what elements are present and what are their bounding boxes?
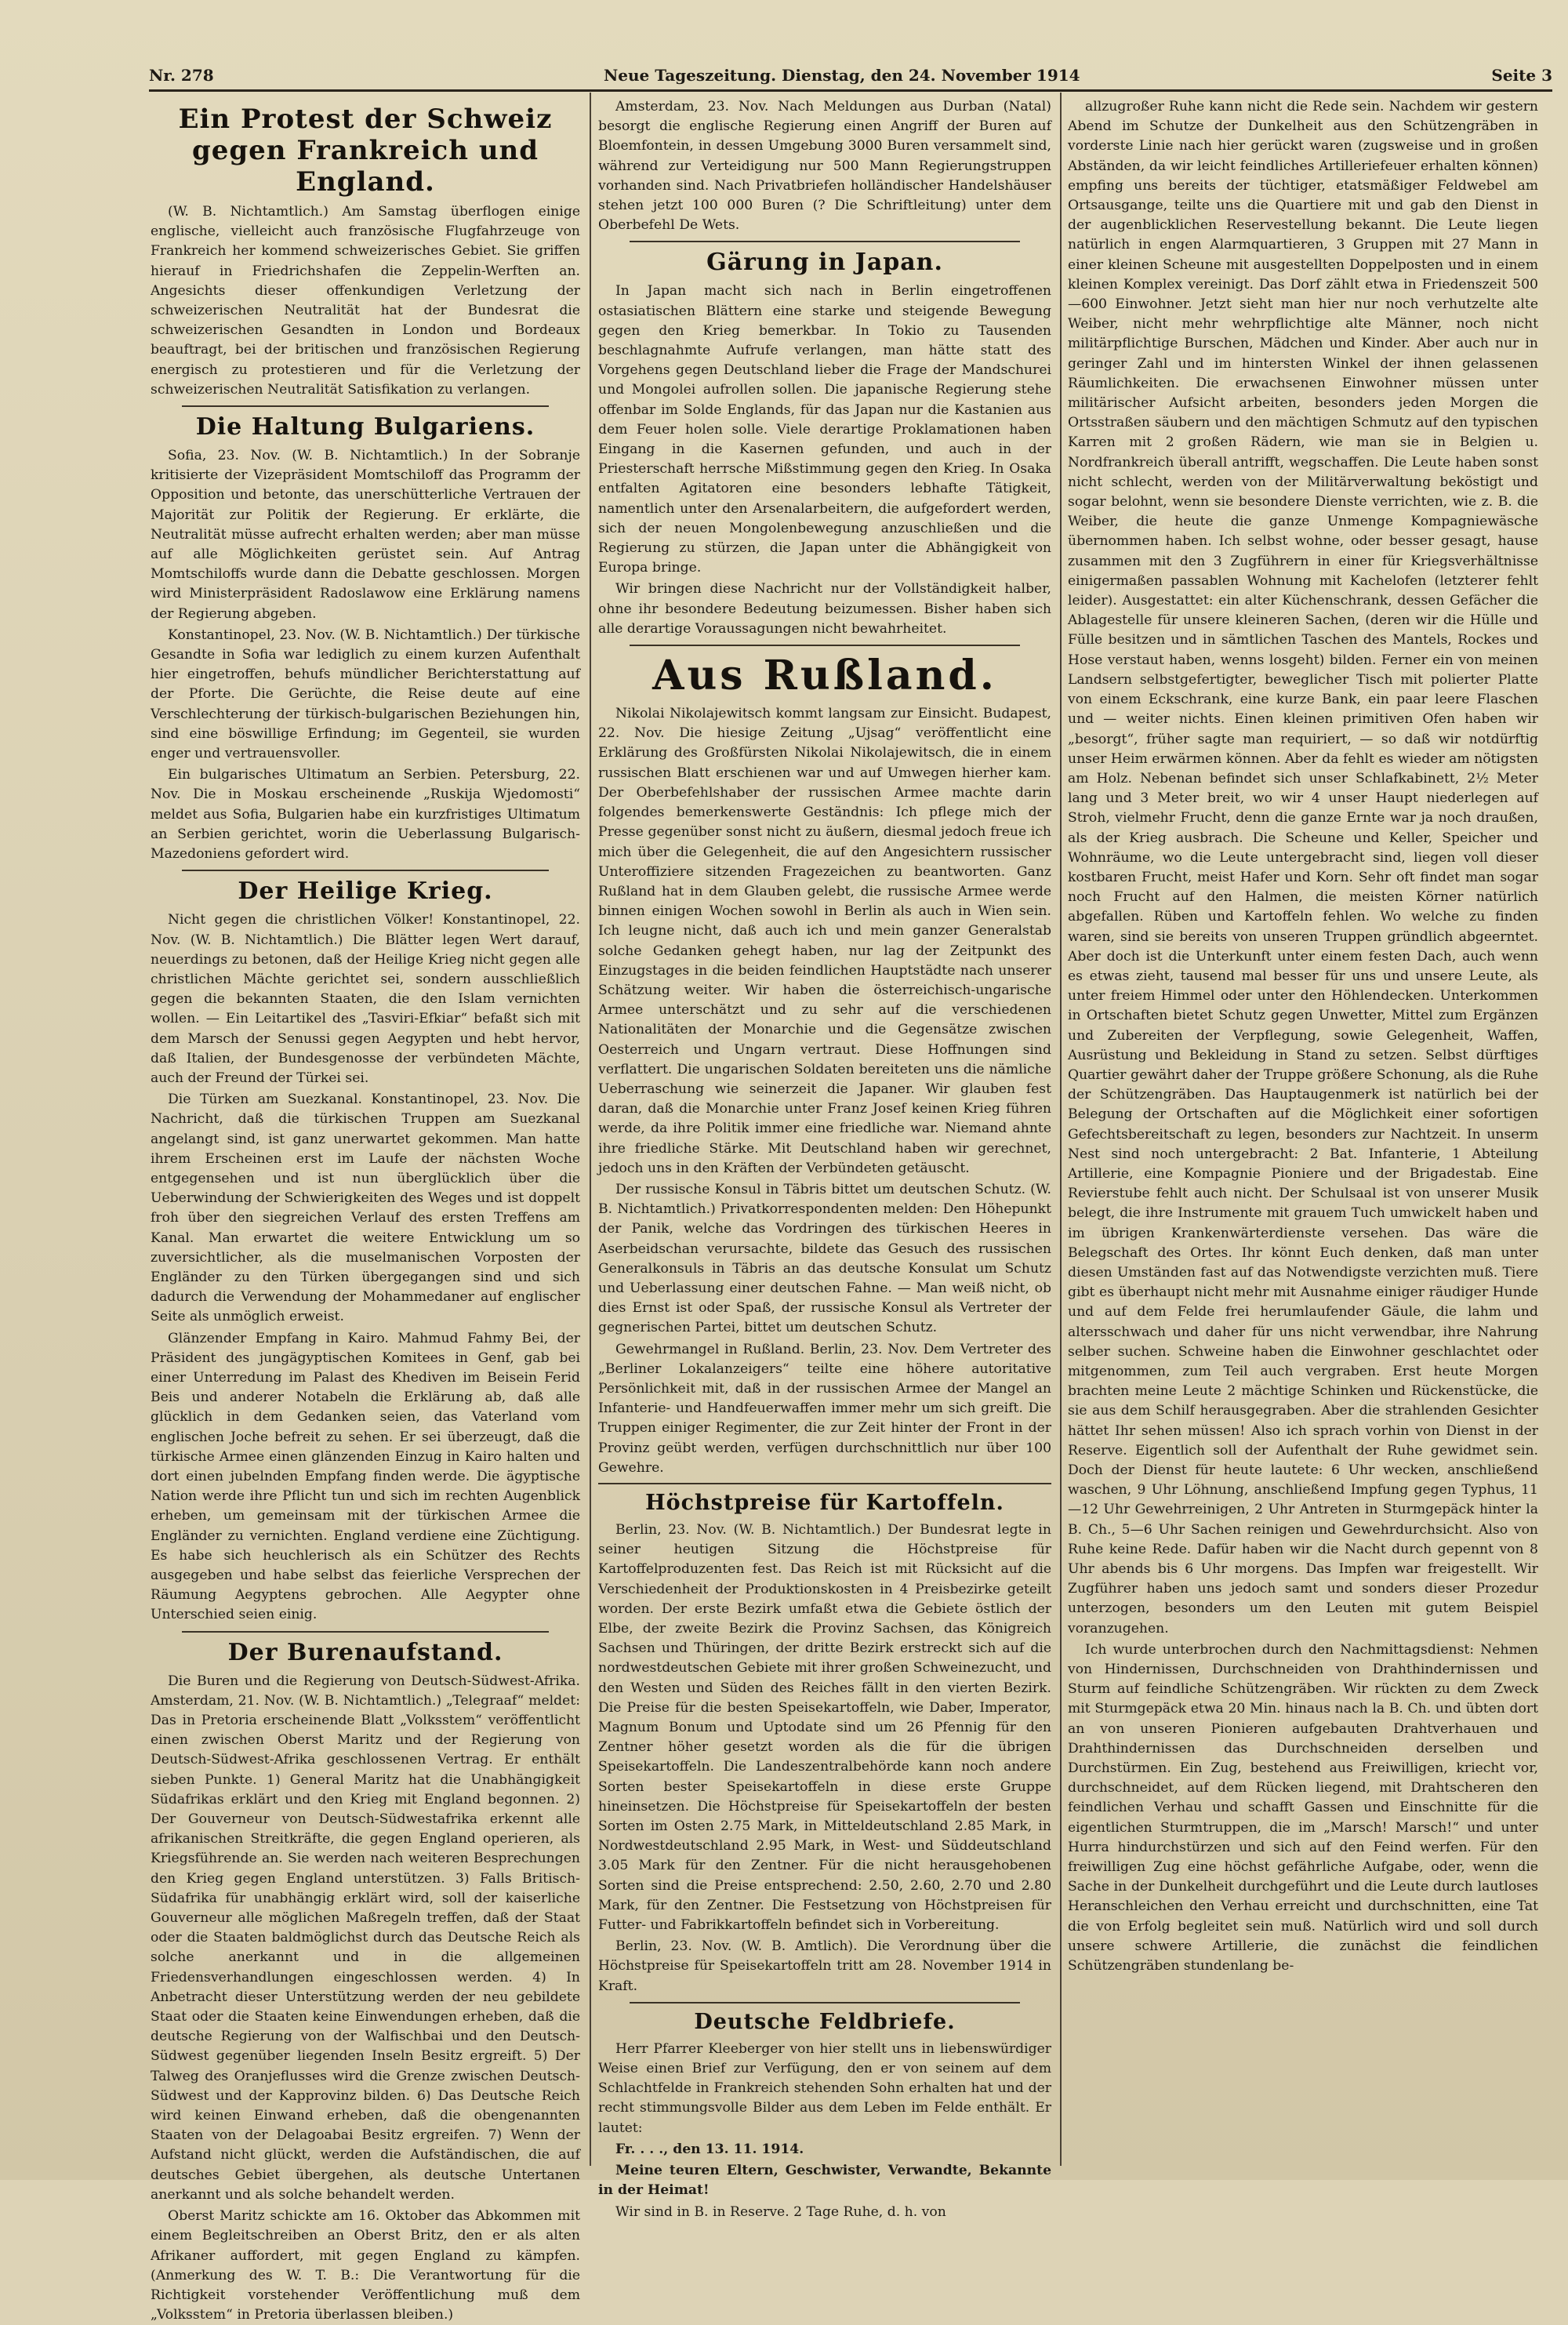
column-3 [1068,97,1538,2166]
article-paragraph: Oberst Maritz schickte am 16. Oktober das Abkommen mit einem Begleitschreiben an Oberst Britz, den er als alten Afrikaner auffordert, mit gegen England zu kämpfen. (Anmerkung des W. T. B.: Die Verantwortung für die Richtigkeit vorstehender Veröffentlichung muß dem „Volksstem“ in Pretoria überlassen bleiben.) [151,2208,580,2323]
letter-salutation: Meine teuren Eltern, Geschwister, Verwandte, Bekannte in der Heimat! [598,2163,1051,2199]
article-paragraph: Sofia, 23. Nov. (W. B. Nichtamtlich.) In der Sobranje kritisierte der Vizepräsident Momtschiloff das Programm der Opposition und betonte, das unerschütterliche Vertrauen der Majorität zur Politik der Regierung. Er erklärte, die Neutralität müsse aufrecht erhalten werden; aber man müsse auf alle Möglichkeiten gerüstet sein. Auf Antrag Momtschiloffs wurde dann die Debatte geschlossen. Morgen wird Ministerpräsident Radoslawow eine Erklärung namens der Regierung abgeben. [151,448,580,622]
headline-boer-uprising: Der Burenaufstand. [227,1638,503,1666]
headline-russia: Aus Rußland. [652,652,997,700]
headline-japan: Gärung in Japan. [706,249,943,277]
article-paragraph: Wir bringen diese Nachricht nur der Vollständigkeit halber, ohne ihr besondere Bedeutung beizumessen. Bisher haben sich alle derartige Voraussagungen nicht bewahrheitet. [598,581,1051,637]
article-paragraph: Die Buren und die Regierung von Deutsch-Südwest-Afrika. Amsterdam, 21. Nov. (W. B. Nichtamtlich.) „Telegraaf“ meldet: Das in Pretoria erscheinende Blatt „Volksstem“ veröffentlicht einen zwischen Oberst Maritz und der Regierung von Deutsch-Südwest-Afrika geschlossenen Vertrag. Er enthält sieben Punkte. 1) General Maritz hat die Unabhängigkeit Südafrikas erklärt und den Krieg mit England begonnen. 2) Der Gouverneur von Deutsch-Südwestafrika erkennt alle afrikanischen Streitkräfte, die gegen England operieren, als Kriegsführende an. Sie werden nach weiteren Besprechungen den Krieg gegen England unterstützen. 3) Falls Britisch-Südafrika für unabhängig erklärt wird, soll der kaiserliche Gouverneur alle möglichen Maßregeln treffen, daß der Staat oder die Staaten baldmöglichst durch das Deutsche Reich als solche anerkannt und in die allgemeinen Friedensverhandlungen eingeschlossen werden. 4) In Anbetracht dieser Unterstützung werden der neu gebildete Staat oder die Staaten keine Einwendungen erheben, daß die deutsche Regierung von der Walfischbai und den Deutsch-Südwest gegenüber liegenden Inseln Besitz ergreift. 5) Der Talweg des Oranjeflusses wird die Grenze zwischen Deutsch-Südwest und der Kapprovinz bilden. 6) Das Deutsche Reich wird keinen Einwand erheben, daß die obengenannten Staaten von der Delagoabai Besitz ergreifen. 7) Wenn der Aufstand nicht glückt, werden die Aufständischen, die auf deutsches Gebiet übergehen, als deutsche Untertanen anerkannt und als solche behandelt werden. [151,1673,580,2203]
article-paragraph: allzugroßer Ruhe kann nicht die Rede sein. Nachdem wir gestern Abend im Schutze der Dunkelheit aus den Schützengräben in vorderste Linie nach hier gerückt waren (zugsweise und in großen Abständen, da wir leicht feindliches Artilleriefeuer erhalten können) empfing uns bereits der tüchtiger, etatsmäßiger Feldwebel am Ortsausgange, teilte uns die Quartiere mit und gab den Dienst in der augenblicklichen Reservestellung bekannt. Die Leute liegen natürlich in engen Alarmquartieren, 3 Gruppen mit 27 Mann in einer kleinen Scheune mit ausgestellten Doppelposten und in einem kleinen Komplex vereinigt. Das Dorf zählt etwa in Friedenszeit 500—600 Einwohner. Jetzt sieht man hier nur noch verhutzelte alte Weiber, nicht mehr wehrpflichtige alte Männer, noch nicht militärpflichtige Burschen, Mädchen und Kinder. Aber auch nur in geringer Zahl und im hintersten Winkel der ihnen gelassenen Räumlichkeiten. Die erwachsenen Einwohner müssen unter militärischer Aufsicht arbeiten, besonders jeden Morgen die Ortsstraßen säubern und den mächtigen Schmutz auf den typischen Karren mit 2 großen Rädern, wie man sie in Belgien u. Nordfrankreich überall antrifft, wegschaffen. Die Leute haben sonst nicht schlecht, werden von der Militärverwaltung beköstigt und sogar belohnt, wenn sie besondere Dienste verrichten, wie z. B. die Weiber, die heute die ganze Unmenge Kompagniewäsche übernommen haben. Ich selbst wohne, oder besser gesagt, hause zusammen mit den 3 Zugführern in einer für Kriegsverhältnisse einigermaßen passablen Wohnung mit Kachelofen (letzterer fehlt leider). Ausgestattet: ein alter Küchenschrank, dessen Gefächer die Ablagestelle für unsere kleineren Sachen, (deren wir die Hülle und Fülle besitzen und in sämtlichen Taschen des Mantels, Rockes und Hose verstaut haben, wenns losgeht) bilden. Ferner ein von meinen Landsern selbstgefertigter, beweglicher Tisch mit polierter Platte von einem Eckschrank, eine kurze Bank, ein paar leere Flaschen und — weiter nichts. Einen kleinen primitiven Ofen haben wir „besorgt“, früher sagte man requiriert, — so daß wir notdürftig unser Heim erwärmen können. Aber da fehlt es wieder am nötigsten am Holz. Nebenan befindet sich unser Schlafkabinett, 2½ Meter lang und 3 Meter breit, wo wir 4 unser Haupt niederlegen auf Stroh, vielmehr Frucht, denn die ganze Ernte war ja noch draußen, als der Krieg ausbrach. Die Scheune und Keller, Speicher und Wohnräume, wo die Leute untergebracht sind, liegen voll dieser kostbaren Frucht, meist Hafer und Korn. Sehr oft findet man sogar noch Frucht auf den Halmen, die meisten Körner natürlich abgefallen. Rüben und Kartoffeln fehlen. Wo welche zu finden waren, sind sie bereits von unseren Truppen gründlich abgeerntet. Aber doch ist die Unterkunft unter einem festen Dach, auch wenn es etwas zieht, tausend mal besser für uns und unsere Leute, als unter freiem Himmel oder unter den Höhlendecken. Unterkommen in Ortschaften bietet Schutz gegen Unwetter, Mittel zum Ergänzen und Zubereiten der Verpflegung, sowie Gelegenheit, Waffen, Ausrüstung und Bekleidung in Stand zu setzen. Selbst dürftiges Quartier gewährt daher der Truppe größere Schonung, als die Ruhe der Schützengräben. Das Hauptaugenmerk ist natürlich bei der Belegung der Ortschaften auf die Möglichkeit einer sofortigen Gefechtsbereitschaft zu legen, besonders zur Nachtzeit. In unserm Nest sind noch untergebracht: 2 Bat. Infanterie, 1 Abteilung Artillerie, eine Kompagnie Pioniere und der Brigadestab. Eine Revierstube fehlt auch nicht. Der Schulsaal ist von unserer Musik belegt, die ihre Instrumente mit grauem Tuch umwickelt haben und im übrigen Krankenwärterdienste versehen. Das wäre die Belegschaft des Ortes. Ihr könnt Euch denken, daß man unter diesen Umständen fast auf das Notwendigste verzichten muß. Tiere gibt es überhaupt nicht mehr mit Ausnahme einiger räudiger Hunde und auf dem Felde frei herumlaufender Gäule, die lahm und altersschwach und daher für uns nicht verwendbar, ihre Nahrung selber suchen. Schweine haben die Einwohner geschlachtet oder mitgenommen, zum Teil auch vergraben. Erst heute Morgen brachten meine Leute 2 mächtige Schinken und Rückenstücke, die sie aus dem Schilf herausgegraben. Aber die strahlenden Gesichter hättet Ihr sehen müssen! Also ich sprach vorhin von Dienst in der Reserve. Eigentlich soll der Aufenthalt der Ruhe gewidmet sein. Doch der Dienst für heute lautete: 6 Uhr wecken, anschließend waschen, 9 Uhr Löhnung, anschließend Impfung gegen Typhus, 11—12 Uhr Gewehrreinigen, 2 Uhr Antreten in Sturmgepäck hinter la B. Ch., 5—6 Uhr Sachen reinigen und Gewehrdurchsicht. Also von Ruhe keine Rede. Dafür haben wir die Nacht durch gepennt von 8 Uhr abends bis 6 Uhr morgens. Das Impfen war freigestellt. Wir Zugführer haben uns jedoch samt und sonders dieser Prozedur unterzogen, besonders um den Leuten mit gutem Beispiel voranzugehen. [1068,99,1538,1637]
article-paragraph: (W. B. Nichtamtlich.) Am Samstag überflogen einige englische, vielleicht auch französische Flugfahrzeuge von Frankreich her kommend schweizerisches Gebiet. Sie griffen hierauf in Friedrichshafen die Zeppelin-Werften an. Angesichts dieser offenkundigen Verletzung der schweizerischen Neutralität hat der Bundesrat die schweizerischen Gesandten in London und Bordeaux beauftragt, bei der britischen und französischen Regierung energisch zu protestieren und für die Verletzung der schweizerischen Neutralität Satisfikation zu verlangen. [151,204,580,398]
issue-number: Nr. 278 [149,66,214,85]
article-paragraph: Amsterdam, 23. Nov. Nach Meldungen aus Durban (Natal) besorgt die englische Regierung einen Angriff der Buren auf Bloemfontein, in dessen Umgebung 3000 Buren versammelt sind, während zur Verteidigung nur 500 Mann Regierungstruppen vorhanden sind. Nach Privatbriefen holländischer Handelshäuser stehen jetzt 100 000 Buren (? Die Schriftleitung) unter dem Oberbefehl De Wets. [598,99,1051,234]
column-divider [1060,93,1062,2166]
article-paragraph: Die Türken am Suezkanal. Konstantinopel, 23. Nov. Die Nachricht, daß die türkischen Truppen am Suezkanal angelangt sind, ist ganz unerwartet gekommen. Man hatte ihrem Erscheinen erst im Laufe der nächsten Woche entgegensehen und ist nun überglücklich über die Ueberwindung der Schwierigkeiten des Weges und ist doppelt froh über den siegreichen Verlauf des ersten Treffens am Kanal. Man erwartet die weitere Entwicklung um so zuversichtlicher, als die muselmanischen Vorposten der Engländer zu den Türken übergegangen sind und sich dadurch die Verwendung der Mohammedaner auf englischer Seite als unmöglich erweist. [151,1092,580,1325]
page-number: Seite 3 [1491,66,1552,85]
article-paragraph: Konstantinopel, 23. Nov. (W. B. Nichtamtlich.) Der türkische Gesandte in Sofia war lediglich zu einem kurzen Aufenthalt hier eingetroffen, behufs mündlicher Berichterstattung auf der Pforte. Die Gerüchte, die Reise deute auf eine Verschlechterung der türkisch-bulgarischen Beziehungen hin, sind eine böswillige Erfindung; im Gegenteil, sie wurden enger und vertrauensvoller. [151,627,580,762]
column-1 [151,97,580,2323]
separator [182,1631,549,1633]
article-paragraph: Nikolai Nikolajewitsch kommt langsam zur Einsicht. Budapest, 22. Nov. Die hiesige Zeitung „Ujsag“ veröffentlicht eine Erklärung des Großfürsten Nikolai Nikolajewitsch, die in einem russischen Blatt erschienen war und auf Umwegen hierher kam. Der Oberbefehlshaber der russischen Armee machte darin folgendes bemerkenswerte Geständnis: Ich pflege mich der Presse gegenüber sonst nicht zu äußern, diesmal jedoch freue ich mich über die Gelegenheit, die auf den Angesichtern russischer Unteroffiziere sitzenden Fragezeichen zu beantworten. Ganz Rußland hat in dem Glauben gelebt, die russische Armee werde binnen einigen Wochen sowohl in Berlin als auch in Wien sein. Ich leugne nicht, daß auch ich und mein ganzer Generalstab solche Gedanken gehegt haben, nur lag der Zeitpunkt des Einzugstages in die beiden feindlichen Hauptstädte nach unserer Schätzung weiter. Wir haben die österreichisch-ungarische Armee unterschätzt und zu sehr auf die verschiedenen Nationalitäten der Monarchie und die Gegensätze zwischen Oesterreich und Ungarn vertraut. Diese Hoffnungen sind verflattert. Die ungarischen Soldaten bereiteten uns die nämliche Ueberraschung wie seinerzeit die Japaner. Wir glauben fest daran, daß die Monarchie unter Franz Josef keinen Krieg führen werde, da ihre Politik immer eine friedliche war. Niemand ahnte ihre friedliche Stärke. Mit Deutschland haben wir gerechnet, jedoch uns in den Kräften der Verbündeten getäuscht. [598,706,1051,1176]
article-paragraph: Herr Pfarrer Kleeberger von hier stellt uns in liebenswürdiger Weise einen Brief zur Verfügung, den er von seinem auf dem Schlachtfelde in Frankreich stehenden Sohn erhalten hat und der recht stimmungsvolle Bilder aus dem Leben im Felde enthält. Er lautet: [598,2040,1051,2136]
paper-title-date: Neue Tageszeitung. Dienstag, den 24. November 1914 [604,66,1080,85]
article-paragraph: Berlin, 23. Nov. (W. B. Nichtamtlich.) Der Bundesrat legte in seiner heutigen Sitzung die Höchstpreise für Kartoffelproduzenten fest. Das Reich ist mit Rücksicht auf die Verschiedenheit der Produktionskosten in 4 Preisbezirke geteilt worden. Der erste Bezirk umfaßt etwa die Gebiete östlich der Elbe, der zweite Bezirk die Provinz Sachsen, das Königreich Sachsen und Thüringen, der dritte Bezirk erstreckt sich auf die nordwestdeutschen Gebiete mit ihrer großen Schweinezucht, und den Westen und Süden des Reiches fällt in den vierten Bezirk. Die Preise für die besten Speisekartoffeln, wie Daber, Imperator, Magnum Bonum und Uptodate sind um 26 Pfennig für den Zentner höher gesetzt worden als die für die übrigen Speisekartoffeln. Die Landeszentralbehörde kann noch andere Sorten bester Speisekartoffeln in diese erste Gruppe hineinsetzen. Die Höchstpreise für Speisekartoffeln der besten Sorten im Osten 2.75 Mark, in Mitteldeutschland 2.85 Mark, in Nordwestdeutschland 2.95 Mark, in West- und Süddeutschland 3.05 Mark für den Zentner. Für die nicht herausgehobenen Sorten sind die Preise entsprechend: 2.50, 2.60, 2.70 und 2.80 Mark, für den Zentner. Die Festsetzung von Höchstpreisen für Futter- und Fabrikkartoffeln befindet sich in Vorbereitung. [598,1522,1051,1934]
separator [630,2002,1020,2003]
letter-dateline: Fr. . . ., den 13. 11. 1914. [615,2141,804,2157]
separator [598,1483,1051,1484]
separator [630,645,1020,646]
headline-field-letters: Deutsche Feldbriefe. [694,2009,956,2034]
column-2 [598,97,1051,2220]
separator [630,241,1020,242]
article-paragraph: Ein bulgarisches Ultimatum an Serbien. Petersburg, 22. Nov. Die in Moskau erscheinende „Ruskija Wjedomosti“ meldet aus Sofia, Bulgarien habe ein kurzfristiges Ultimatum an Serbien gerichtet, worin die Ueberlassung Bulgarisch-Mazedoniens gefordert wird. [151,767,580,863]
separator [182,870,549,871]
article-paragraph: Gewehrmangel in Rußland. Berlin, 23. Nov. Dem Vertreter des „Berliner Lokalanzeigers“ teilte eine höhere autoritative Persönlichkeit mit, daß in der russischen Armee der Mangel an Infanterie- und Handfeuerwaffen immer mehr um sich greift. Die Truppen einiger Regimenter, die zur Zeit hinter der Front in der Provinz geübt werden, verfügen durchschnittlich nur über 100 Gewehre. [598,1341,1051,1476]
separator [182,405,549,407]
headline-swiss-protest: Ein Protest der Schweiz gegen Frankreich und England. [178,104,553,198]
article-paragraph: Glänzender Empfang in Kairo. Mahmud Fahmy Bei, der Präsident des jungägyptischen Komitees in Genf, gab bei einer Unterredung im Palast des Khediven im Beisein Ferid Beis und anderer Notabeln die Erklärung ab, daß alle glücklich in dem Gedanken seien, das Vaterland vom englischen Joche befreit zu sehen. Er sei überzeugt, daß die türkische Armee einen glänzenden Einzug in Kairo halten und dort einen jubelnden Empfang finden werde. Die ägyptische Nation werde ihre Pflicht tun und sich im rechten Augenblick erheben, um gemeinsam mit der türkischen Armee die Engländer zu vernichten. England verdiene eine Züchtigung. Es habe sich heuchlerisch als ein Schützer des Rechts ausgegeben und habe selbst das feierliche Versprechen der Räumung Aegyptens gebrochen. Alle Aegypter ohne Unterschied seien einig. [151,1330,580,1623]
article-paragraph: Wir sind in B. in Reserve. 2 Tage Ruhe, d. h. von [615,2203,946,2220]
top-rule [149,89,1552,92]
headline-potato-prices: Höchstpreise für Kartoffeln. [645,1491,1004,1515]
article-paragraph: Der russische Konsul in Täbris bittet um deutschen Schutz. (W. B. Nichtamtlich.) Privatkorrespondenten melden: Den Höhepunkt der Panik, welche das Vordringen des türkischen Heeres in Aserbeidschan verursachte, bildete das Gesuch des russischen Generalkonsuls in Täbris an das deutsche Konsulat um Schutz und Ueberlassung einer deutschen Fahne. — Man weiß nicht, ob dies Ernst ist oder Spaß, der russische Konsul als Vertreter der gegnerischen Partei, bittet um deutschen Schutz. [598,1181,1051,1336]
article-paragraph: Nicht gegen die christlichen Völker! Konstantinopel, 22. Nov. (W. B. Nichtamtlich.) Die Blätter legen Wert darauf, neuerdings zu betonen, daß der Heilige Krieg nicht gegen alle christlichen Mächte gerichtet sei, sondern ausschließlich gegen die bekannten Staaten, die den Islam vernichten wollen. — Ein Leitartikel des „Tasviri-Efkiar“ befaßt sich mit dem Marsch der Senussi gegen Aegypten und hebt hervor, daß Italien, der Bundesgenosse der verbündeten Mächte, auch der Freund der Türkei sei. [151,912,580,1086]
article-paragraph: In Japan macht sich nach in Berlin eingetroffenen ostasiatischen Blättern eine starke und steigende Bewegung gegen den Krieg bemerkbar. In Tokio zu Tausenden beschlagnahmte Aufrufe verlangen, man hätte statt des Vorgehens gegen Deutschland lieber die Frage der Mandschurei und Mongolei aufrollen sollen. Die japanische Regierung stehe offenbar im Solde Englands, für das Japan nur die Kastanien aus dem Feuer holen solle. Viele derartige Proklamationen haben Eingang in die Kasernen gefunden, und auch in der Priesterschaft herrsche Mißstimmung gegen den Krieg. In Osaka entfalten Agitatoren eine besonders lebhafte Tätigkeit, namentlich unter den Arsenalarbeitern, die aufgefordert werden, sich der neuen Mongolenbewegung anzuschließen und die Regierung zu stürzen, die Japan unter die Abhängigkeit von Europa bringe. [598,283,1051,576]
headline-bulgaria: Die Haltung Bulgariens. [195,413,535,441]
headline-holy-war: Der Heilige Krieg. [238,877,493,906]
masthead [149,61,1552,91]
column-divider [590,93,591,2166]
article-paragraph: Ich wurde unterbrochen durch den Nachmittagsdienst: Nehmen von Hindernissen, Durchschneiden von Drahthindernissen und Sturm auf feindliche Schützengräben. Wir rückten zu dem Zweck mit Sturmgepäck etwa 20 Min. hinaus nach la B. Ch. und übten dort an von unseren Pionieren aufgebauten Drahtverhauen und Drahthindernissen das Durchschneiden derselben und Durchstürmen. Ein Zug, bestehend aus Freiwilligen, kriecht vor, durchschneidet, auf dem Rücken liegend, mit Drahtscheren den feindlichen Verhau und schafft Gassen und Einschnitte für die eigentlichen Sturmtruppen, die im „Marsch! Marsch!“ und unter Hurra hindurchstürzen und sich auf den Feind werfen. Für den freiwilligen Zug eine höchst gefährliche Aufgabe, oder, wenn die Sache in der Dunkelheit durchgeführt und die Leute durch lautloses Heranschleichen den Verhau erreicht und durchschnitten, eine Tat die von Erfolg begleitet sein muß. Natürlich wird und soll durch unsere schwere Artillerie, die zunächst die feindlichen Schützengräben stundenlang be- [1068,1641,1538,1974]
article-paragraph: Berlin, 23. Nov. (W. B. Amtlich). Die Verordnung über die Höchstpreise für Speisekartoffeln tritt am 28. November 1914 in Kraft. [598,1938,1051,1994]
